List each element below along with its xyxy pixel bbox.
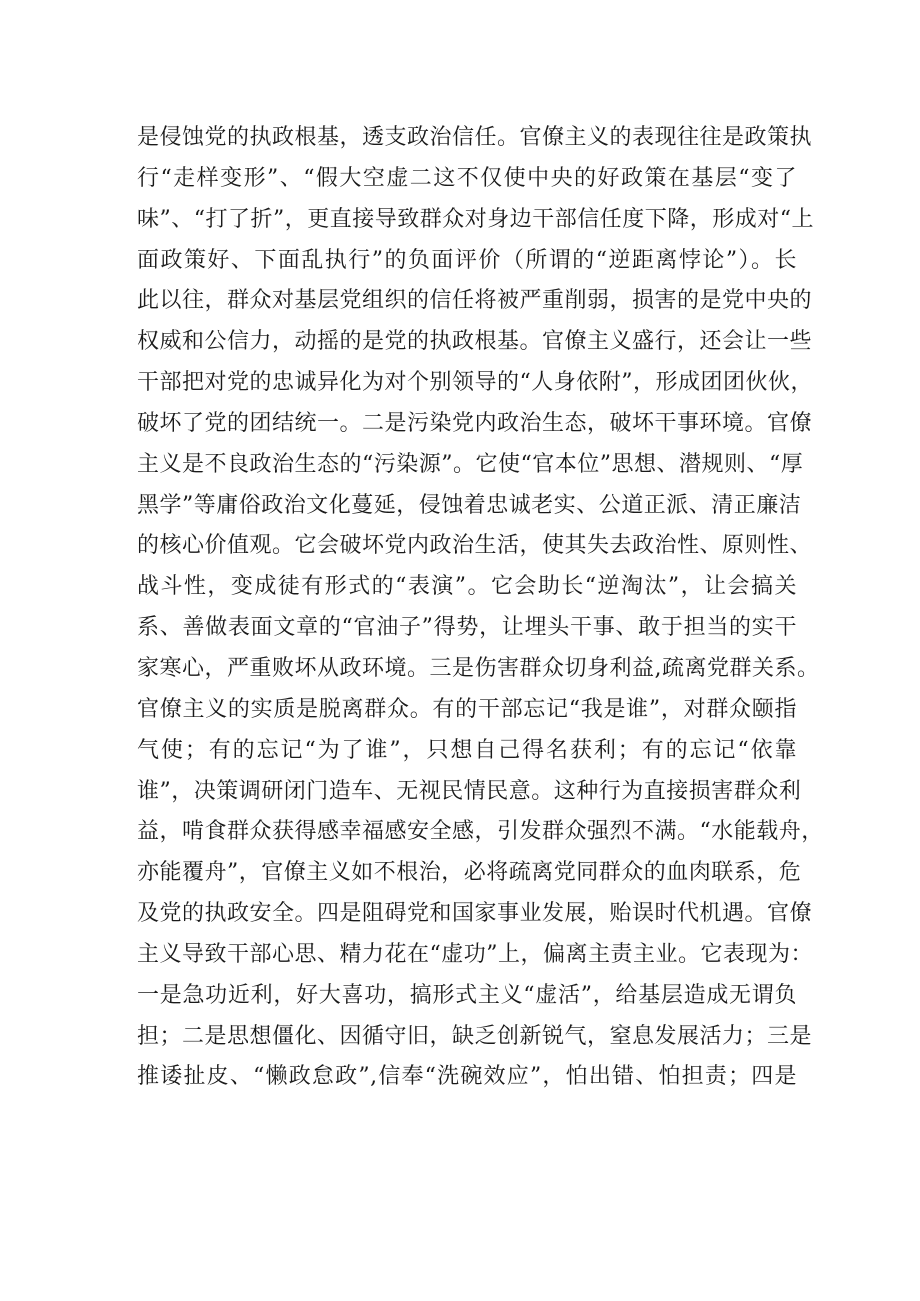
body-text [137, 118, 824, 1098]
text-line: 权威和公信力，动摇的是党的执政根基。官僚主义盛行，还会让一些 [137, 329, 813, 355]
text-line: 主义是不良政治生态的“污染源”。它使“官本位”思想、潜规则、“厚 [137, 451, 804, 477]
text-line: 战斗性，变成徒有形式的“表演”。它会助长“逆淘汰”，让会搞关 [137, 574, 797, 600]
text-line: 味”、“打了折”，更直接导致群众对身边干部信任度下降，形成对“上 [137, 206, 814, 232]
text-line: 官僚主义的实质是脱离群众。有的干部忘记“我是谁”，对群众颐指 [137, 696, 797, 722]
text-line: 气使；有的忘记“为了谁”，只想自己得名获利；有的忘记“依靠 [137, 737, 797, 763]
text-line: 一是急功近利，好大喜功，搞形式主义“虚活”，给基层造成无谓负 [137, 982, 797, 1008]
text-line: 家寒心，严重败坏从政环境。三是伤害群众切身利益,疏离党群关系。 [137, 655, 820, 681]
text-line: 担；二是思想僵化、因循守旧，缺乏创新锐气，窒息发展活力；三是 [137, 1023, 813, 1049]
text-line: 此以往，群众对基层党组织的信任将被严重削弱，损害的是党中央的 [137, 288, 813, 314]
text-line: 及党的执政安全。四是阻碍党和国家事业发展，贻误时代机遇。官僚 [137, 901, 813, 927]
text-line: 黑学”等庸俗政治文化蔓延，侵蚀着忠诚老实、公道正派、清正廉洁 [137, 492, 802, 518]
text-line: 谁”，决策调研闭门造车、无视民情民意。这种行为直接损害群众利 [137, 778, 802, 804]
text-line: 破坏了党的团结统一。二是污染党内政治生态，破坏干事环境。官僚 [137, 410, 813, 436]
text-line: 的核心价值观。它会破坏党内政治生活，使其失去政治性、原则性、 [137, 533, 813, 559]
text-line: 亦能覆舟”，官僚主义如不根治，必将疏离党同群众的血肉联系，危 [137, 860, 802, 886]
text-line: 主义导致干部心思、精力花在“虚功”上，偏离主责主业。它表现为： [137, 941, 813, 967]
text-line: 干部把对党的忠诚异化为对个别领导的“人身依附”，形成团团伙伙， [137, 370, 813, 396]
text-line: 推诿扯皮、“懒政怠政”,信奉“洗碗效应”，怕出错、怕担责；四是 [137, 1064, 797, 1090]
text-line: 行“走样变形”、“假大空虚二这不仅使中央的好政策在基层“变了 [137, 165, 797, 191]
text-line: 面政策好、下面乱执行”的负面评价（所谓的“逆距离悖论”）。长 [137, 247, 797, 273]
text-line: 益，啃食群众获得感幸福感安全感，引发群众强烈不满。“水能载舟， [137, 819, 824, 845]
text-line: 系、善做表面文章的“官油子”得势，让埋头干事、敢于担当的实干 [137, 615, 797, 641]
text-line: 是侵蚀党的执政根基，透支政治信任。官僚主义的表现往往是政策执 [137, 125, 813, 150]
